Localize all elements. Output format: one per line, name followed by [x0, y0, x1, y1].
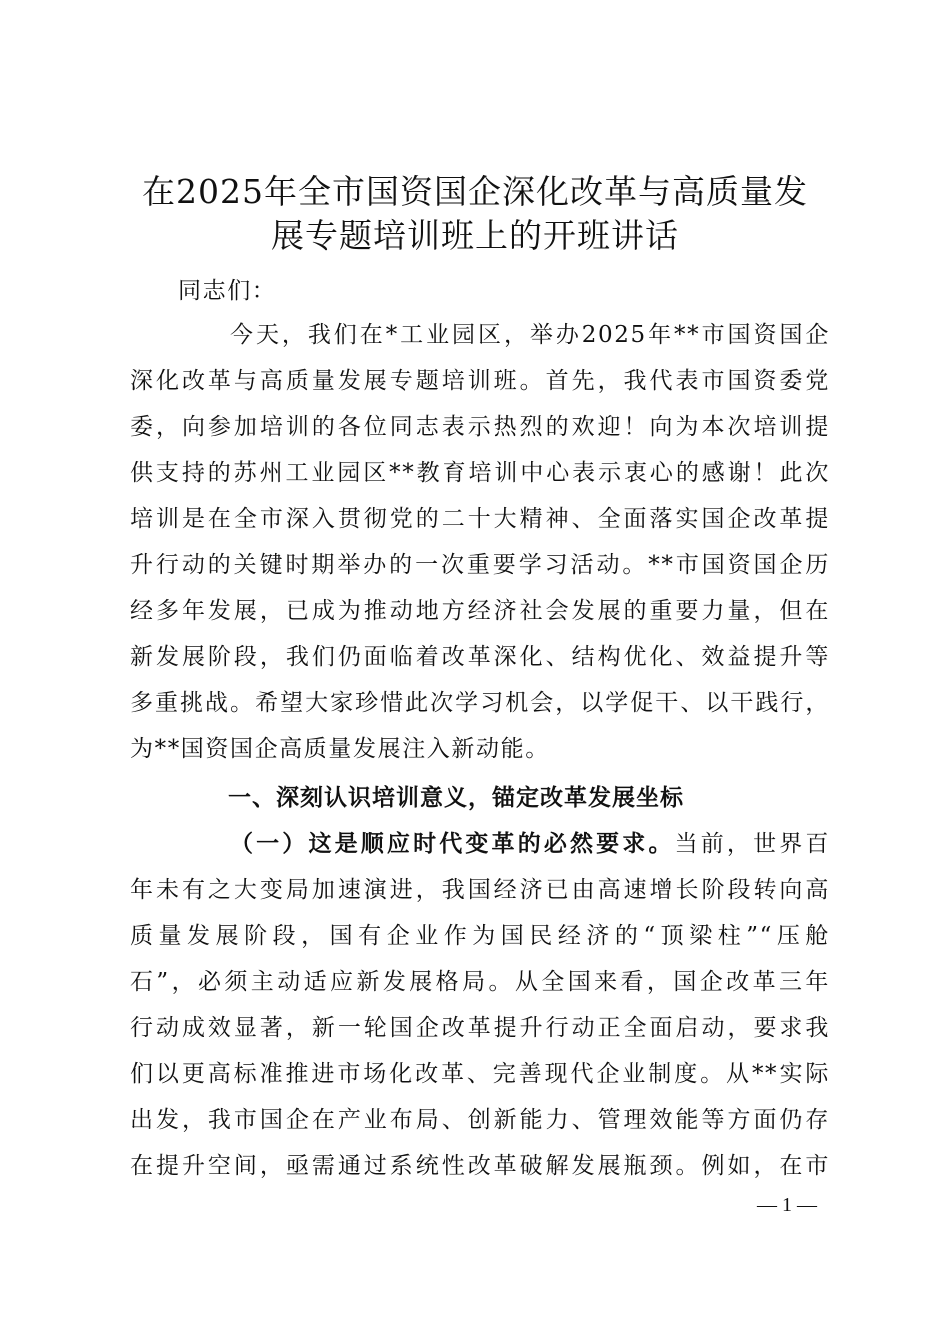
section-heading-1: 一、深刻认识培训意义，锚定改革发展坐标	[228, 785, 684, 811]
paragraph-line: 出发，我市国企在产业布局、创新能力、管理效能等方面仍存	[130, 1107, 830, 1133]
paragraph-line: 经多年发展，已成为推动地方经济社会发展的重要力量，但在	[130, 598, 830, 624]
paragraph-line: 年未有之大变局加速演进，我国经济已由高速增长阶段转向高	[130, 877, 830, 903]
salutation: 同志们：	[178, 278, 277, 304]
paragraph-line: 升行动的关键时期举办的一次重要学习活动。**市国资国企历	[130, 552, 830, 578]
paragraph-line: 供支持的苏州工业园区**教育培训中心表示衷心的感谢！此次	[130, 460, 830, 486]
paragraph-line: 质量发展阶段，国有企业作为国民经济的“顶梁柱”“压舱	[130, 923, 830, 949]
paragraph-line: 多重挑战。希望大家珍惜此次学习机会，以学促干、以干践行，	[130, 690, 830, 716]
paragraph-line: 今天，我们在*工业园区，举办2025年**市国资国企	[230, 322, 830, 348]
paragraph-line: 行动成效显著，新一轮国企改革提升行动正全面启动，要求我	[130, 1015, 830, 1041]
paragraph-lead: （一）这是顺应时代变革的必然要求。	[230, 830, 675, 857]
paragraph-line: 新发展阶段，我们仍面临着改革深化、结构优化、效益提升等	[130, 644, 830, 670]
paragraph-line: 们以更高标准推进市场化改革、完善现代企业制度。从**实际	[130, 1061, 830, 1087]
paragraph-line: 为**国资国企高质量发展注入新动能。	[130, 736, 550, 762]
title-line-2: 展专题培训班上的开班讲话	[271, 216, 679, 255]
paragraph-first-line	[130, 821, 830, 867]
paragraph-1	[130, 312, 830, 772]
paragraph-line: 培训是在全市深入贯彻党的二十大精神、全面落实国企改革提	[130, 506, 830, 532]
title-line-1: 在2025年全市国资国企深化改革与高质量发	[142, 172, 808, 211]
paragraph-line: 在提升空间，亟需通过系统性改革破解发展瓶颈。例如，在市	[130, 1153, 830, 1179]
paragraph-lead-rest: 当前，世界百	[674, 831, 830, 857]
paragraph-2	[130, 821, 830, 1189]
paragraph-line: 石”，必须主动适应新发展格局。从全国来看，国企改革三年	[130, 969, 830, 995]
paragraph-line: 深化改革与高质量发展专题培训班。首先，我代表市国资委党	[130, 368, 830, 394]
paragraph-line: 委，向参加培训的各位同志表示热烈的欢迎！向为本次培训提	[130, 414, 830, 440]
page-number: — 1 —	[757, 1194, 817, 1216]
document-title	[100, 170, 850, 258]
